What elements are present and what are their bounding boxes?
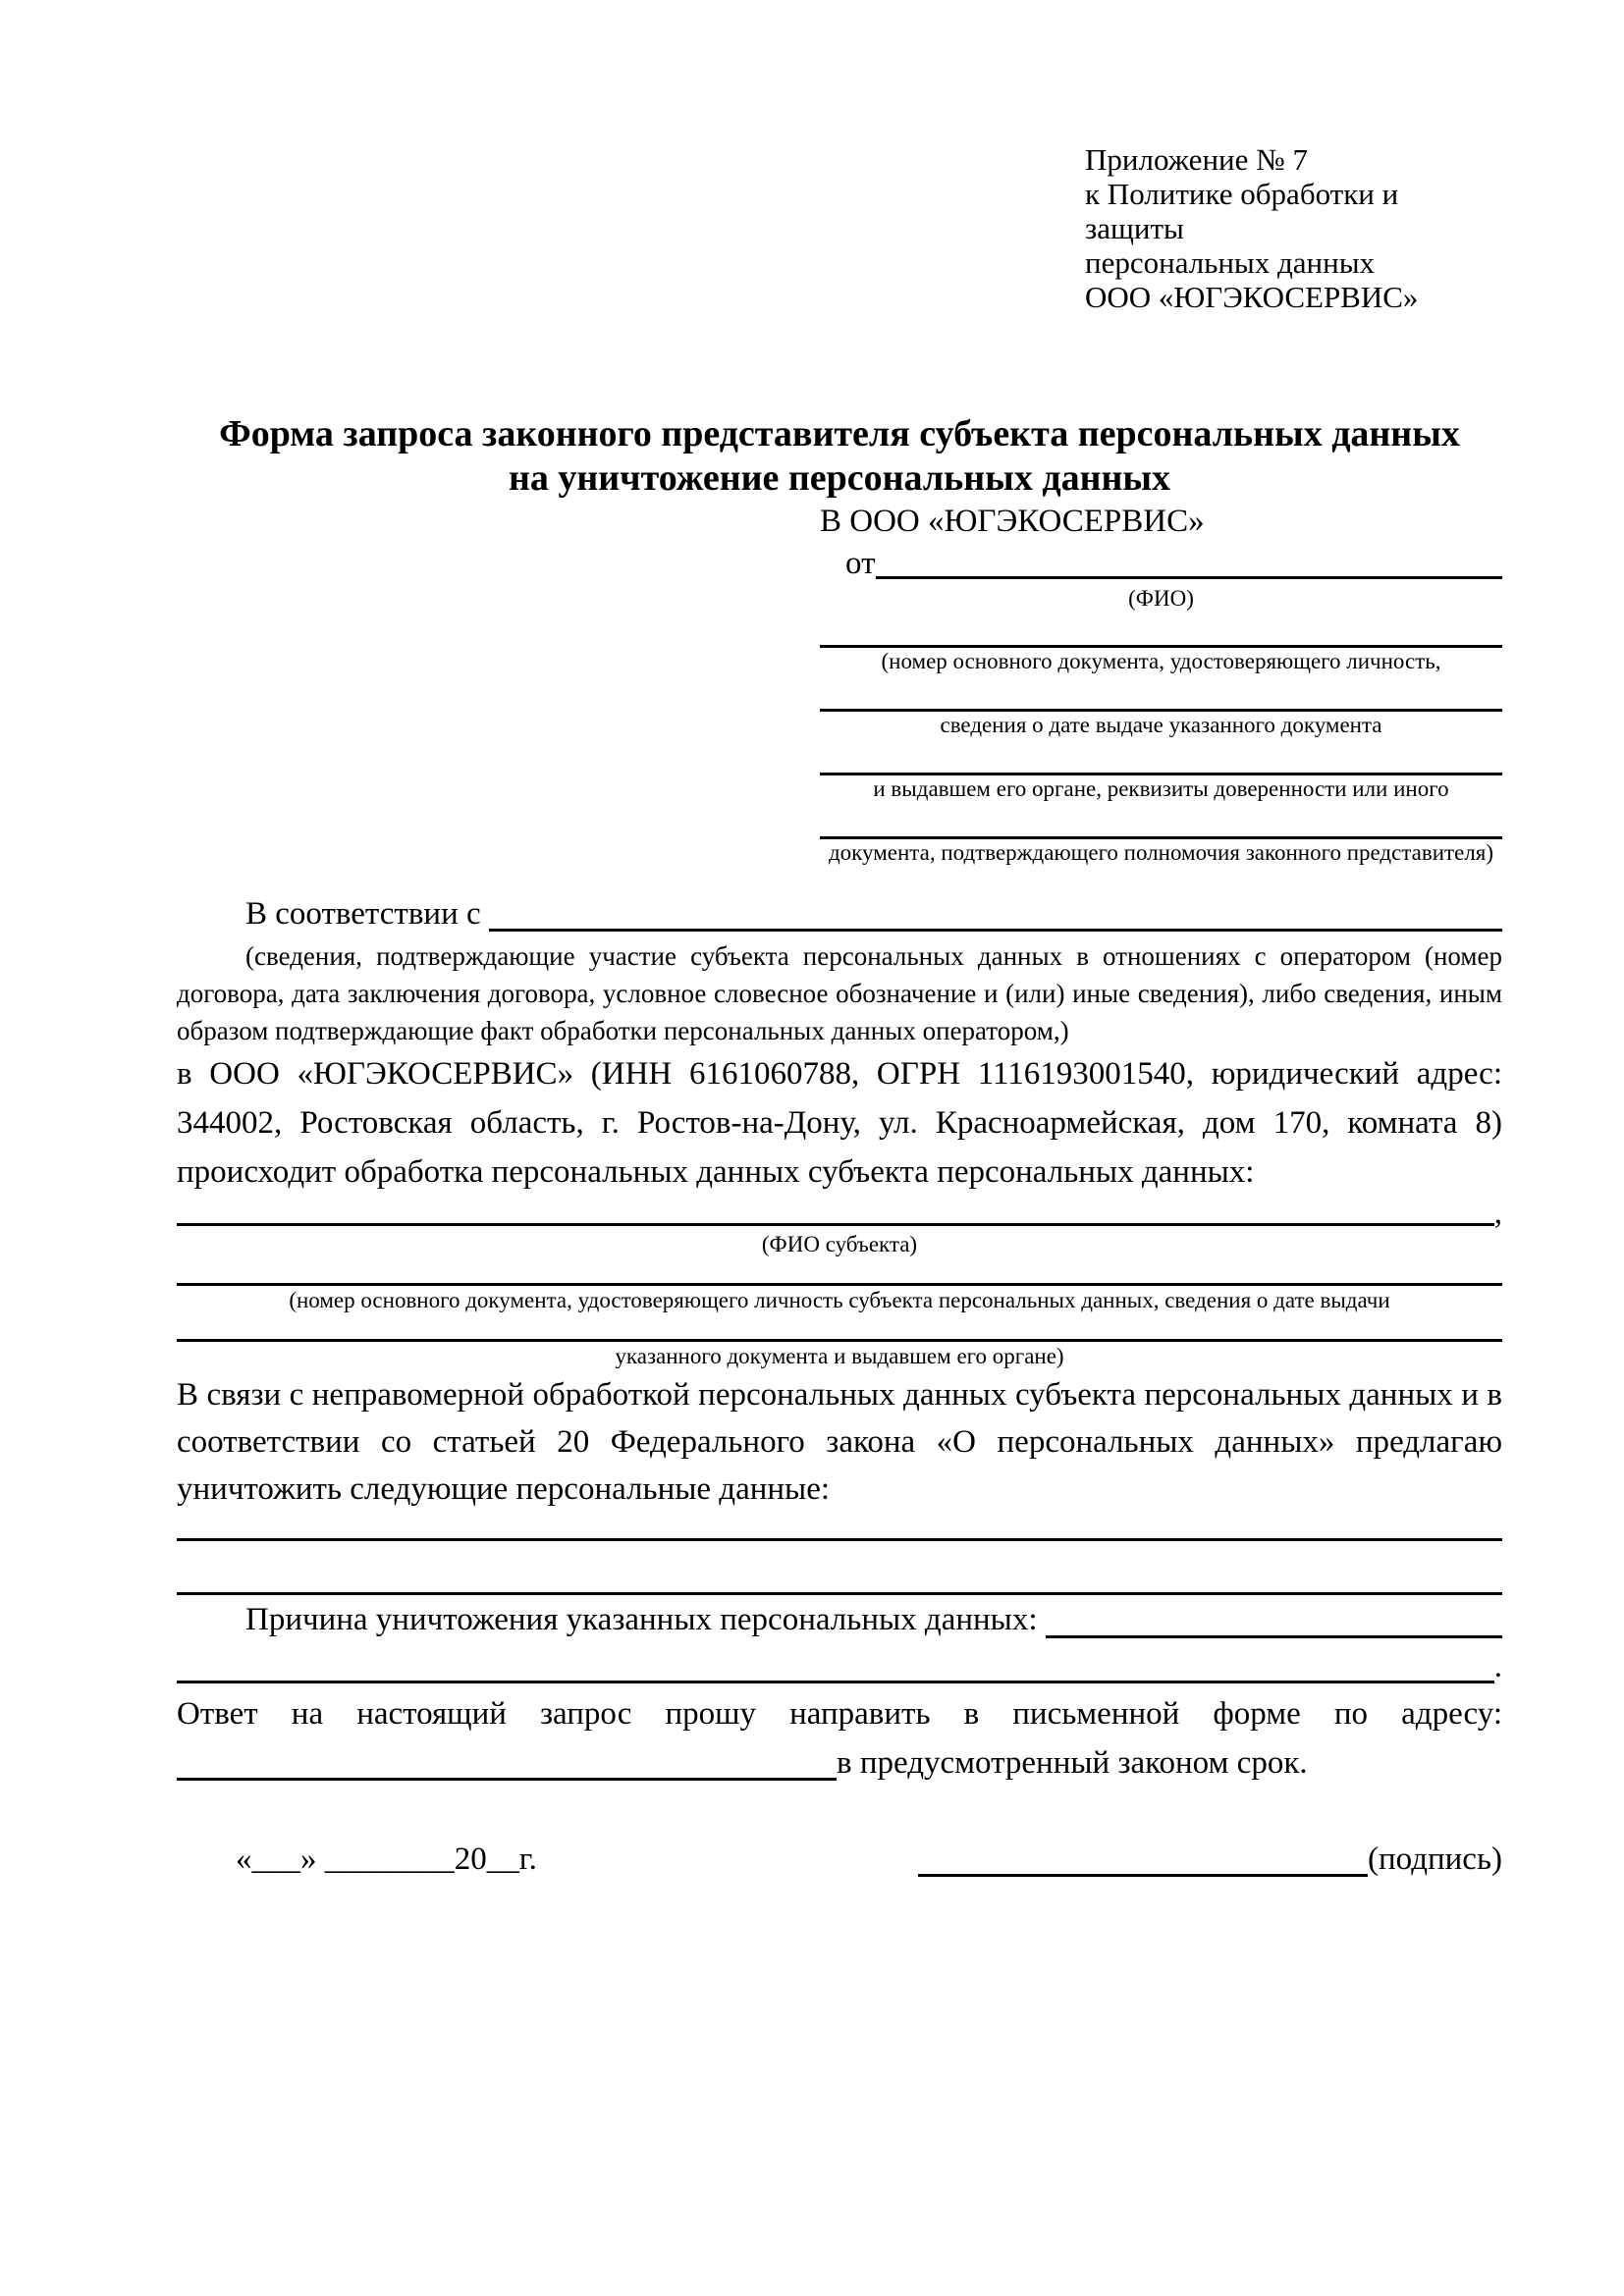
reply-address-field-line[interactable] xyxy=(177,1778,837,1781)
representative-doc-group xyxy=(820,803,1502,867)
representative-doc-field-line[interactable] xyxy=(820,803,1502,839)
reason-lead: Причина уничтожения указанных персональных данных: xyxy=(245,1602,1046,1637)
reply-request-line: Ответ на настоящий запрос прошу направить в письменной форме по адресу: xyxy=(177,1696,1502,1732)
appendix-line: ООО «ЮГЭКОСЕРВИС» xyxy=(1085,280,1419,314)
reason-field-line[interactable] xyxy=(177,1681,1494,1683)
accordance-field-line[interactable] xyxy=(489,929,1502,932)
representative-doc-caption: документа, подтверждающего полномочия законного представителя) xyxy=(828,840,1494,865)
accordance-lead: В соответствии с xyxy=(245,896,489,932)
reason-row xyxy=(177,1595,1502,1644)
accordance-row xyxy=(177,890,1502,937)
from-label: от xyxy=(845,546,876,581)
subject-doc-field-line[interactable] xyxy=(177,1259,1502,1286)
appendix-line: Приложение № 7 xyxy=(1085,142,1308,177)
signature-block xyxy=(918,1835,1502,1884)
subject-fio-caption: (ФИО субъекта) xyxy=(761,1232,918,1256)
unlawful-processing-paragraph: В связи с неправомерной обработкой персональных данных субъекта персональных данных и в соответствии со статьей 20 Федерального закона «О персональных данных» предлагаю уничтожить следующие персональные данные: xyxy=(177,1377,1502,1507)
recipient-organization: В ООО «ЮГЭКОСЕРВИС» xyxy=(820,504,1205,539)
representative-doc-group xyxy=(820,739,1502,803)
subject-fio-field-line[interactable] xyxy=(177,1223,1494,1226)
page-title-line2: на уничтожение персональных данных xyxy=(508,457,1171,499)
reply-tail-text: в предусмотренный законом срок. xyxy=(837,1745,1308,1781)
appendix-block xyxy=(1085,142,1502,314)
page-title-line1: Форма запроса законного представителя субъекта персональных данных xyxy=(219,413,1460,454)
document-content xyxy=(177,0,1502,1884)
appendix-line: персональных данных xyxy=(1085,245,1376,280)
data-to-destroy-field-line[interactable] xyxy=(177,1513,1502,1541)
reply-address-row xyxy=(177,1738,1502,1788)
signature-field-line[interactable] xyxy=(918,1874,1368,1877)
representative-doc-group xyxy=(820,675,1502,739)
representative-doc-caption: и выдавшем его органе, реквизиты доверенности или иного xyxy=(873,776,1449,801)
page-title xyxy=(177,412,1502,501)
subject-fio-row xyxy=(177,1197,1502,1230)
signature-caption: (подпись) xyxy=(1368,1842,1502,1877)
representative-doc-field-line[interactable] xyxy=(820,675,1502,712)
appendix-line: к Политике обработки и защиты xyxy=(1085,177,1399,245)
representative-doc-field-line[interactable] xyxy=(820,612,1502,648)
trailing-period: . xyxy=(1493,1649,1502,1684)
representative-doc-caption: сведения о дате выдаче указанного документа xyxy=(940,713,1382,737)
trailing-comma: , xyxy=(1493,1196,1502,1231)
reason-continuation-row xyxy=(177,1644,1502,1689)
date-field[interactable]: «___» ________20__г. xyxy=(236,1842,537,1877)
fio-caption: (ФИО) xyxy=(1128,586,1194,611)
representative-doc-caption: (номер основного документа, удостоверяющего личность, xyxy=(881,649,1441,673)
subject-doc-caption: (номер основного документа, удостоверяющего личность субъекта персональных данных, сведения о дате выдачи xyxy=(289,1288,1390,1312)
subject-doc-caption: указанного документа и выдавшем его органе) xyxy=(615,1344,1064,1368)
from-row xyxy=(820,542,1502,585)
representative-name-field-line[interactable] xyxy=(876,576,1503,579)
representative-doc-field-line[interactable] xyxy=(820,739,1502,775)
subject-doc-field-line[interactable] xyxy=(177,1315,1502,1342)
recipient-block xyxy=(820,501,1502,867)
reason-field-line[interactable] xyxy=(1046,1635,1502,1638)
representative-doc-group xyxy=(820,612,1502,675)
date-signature-row xyxy=(177,1835,1502,1884)
data-to-destroy-field-line[interactable] xyxy=(177,1541,1502,1595)
accordance-note: (сведения, подтверждающие участие субъекта персональных данных в отношениях с оператором (номер договора, дата заключения договора, условное словесное обозначение и (или) иные сведения), либо сведения, иным образом подтверждающие факт обработки персональных данных оператором,) xyxy=(177,941,1502,1045)
operator-paragraph: в ООО «ЮГЭКОСЕРВИС» (ИНН 6161060788, ОГРН 1116193001540, юридический адрес: 344002, Ростовская область, г. Ростов-на-Дону, ул. Красноармейская, дом 170, комната 8) происходит обработка персональных данных субъекта персональных данных: xyxy=(177,1056,1502,1190)
